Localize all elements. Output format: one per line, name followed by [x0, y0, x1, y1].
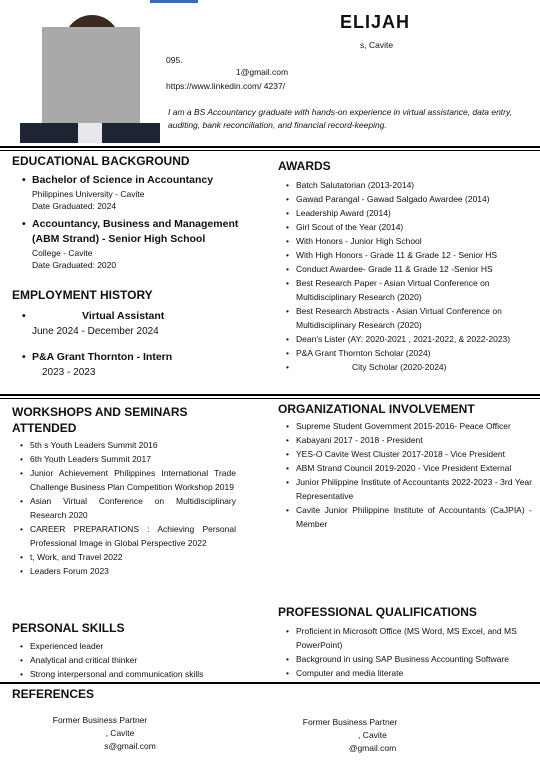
education-item: • Accountancy, Business and Management (ABM Strand) - Senior High School College - Cavite Date Graduated: 2020	[20, 217, 255, 271]
skill-item: • Strong interpersonal and communication skills	[18, 667, 258, 681]
divider	[0, 146, 540, 148]
employment-item: • Virtual Assistant June 2024 - December 2024	[20, 309, 255, 338]
references-heading: REFERENCES	[12, 687, 95, 701]
linkedin-url[interactable]: https://www.linkedin.com/ 4237/	[166, 81, 286, 91]
divider	[0, 150, 540, 151]
skills-heading: PERSONAL SKILLS	[12, 621, 125, 635]
employment-list	[20, 309, 255, 379]
award-item: • Girl Scout of the Year (2014)	[284, 220, 534, 234]
education-list	[20, 173, 255, 271]
reference-right: Former Business Partner , Cavite @gmail.com	[302, 717, 398, 753]
organization-item: • Junior Philippine Institute of Accountants 2022-2023 - 3rd Year Representative	[284, 475, 532, 503]
workshop-item: • t, Work, and Travel 2022	[18, 550, 236, 564]
organizations-list	[284, 419, 532, 531]
award-item: • Gawad Parangal - Gawad Salgado Awardee (2014)	[284, 192, 534, 206]
award-item: • Dean's Lister (AY: 2020-2021 , 2021-2022, & 2022-2023)	[284, 332, 534, 346]
reference-left: Former Business Partner , Cavite s@gmail.com	[52, 715, 156, 751]
qualifications-heading: PROFESSIONAL QUALIFICATIONS	[278, 605, 477, 619]
divider	[0, 682, 540, 684]
workshop-item: • 5th s Youth Leaders Summit 2016	[18, 438, 236, 452]
divider	[0, 398, 540, 399]
organization-item: • ABM Strand Council 2019-2020 - Vice President External	[284, 461, 532, 475]
award-item: • With Honors - Junior High School	[284, 234, 534, 248]
profile-photo	[20, 15, 160, 143]
workshops-list	[18, 438, 236, 578]
organizations-heading: ORGANIZATIONAL INVOLVEMENT	[278, 402, 475, 416]
skill-item: • Experienced leader	[18, 639, 258, 653]
summary: I am a BS Accountancy graduate with hands-on experience in virtual assistance, data entry, auditing, bank reconciliation, and financial record-keeping.	[168, 107, 512, 130]
education-heading: EDUCATIONAL BACKGROUND	[12, 154, 190, 168]
workshop-item: • 6th Youth Leaders Summit 2017	[18, 452, 236, 466]
qualification-item: • Background in using SAP Business Accounting Software	[284, 652, 534, 666]
organization-item: • Cavite Junior Philippine Institute of Accountants (CaJPIA) - Member	[284, 503, 532, 531]
award-item: • With High Honors - Grade 11 & Grade 12 - Senior HS	[284, 248, 534, 262]
employment-heading: EMPLOYMENT HISTORY	[12, 288, 153, 302]
awards-list	[284, 178, 534, 374]
workshop-item: • CAREER PREPARATIONS : Achieving Personal Professional Image in Global Perspective 2022	[18, 522, 236, 550]
skill-item: • Analytical and critical thinker	[18, 653, 258, 667]
organization-item: • Kabayani 2017 - 2018 - President	[284, 433, 532, 447]
workshop-item: • Junior Achievement Philippines International Trade Challenge Business Plan Competition Workshop 2019	[18, 466, 236, 494]
award-item: • Batch Salutatorian (2013-2014)	[284, 178, 534, 192]
award-item: • Conduct Awardee- Grade 11 & Grade 12 -Senior HS	[284, 262, 534, 276]
applicant-name: ELIJAH	[340, 12, 411, 32]
qualification-item: • Proficient in Microsoft Office (MS Word, MS Excel, and MS PowerPoint)	[284, 624, 534, 652]
award-item: • Best Research Abstracts - Asian Virtual Conference on Multidisciplinary Research (2020)	[284, 304, 534, 332]
workshop-item: • Asian Virtual Conference on Multidisciplinary Research 2020	[18, 494, 236, 522]
workshop-item: • Leaders Forum 2023	[18, 564, 236, 578]
qualification-item: • Computer and media literate	[284, 666, 534, 680]
employment-item: • P&A Grant Thornton - Intern 2023 - 2023	[20, 350, 255, 379]
award-item: • Best Research Paper - Asian Virtual Conference on Multidisciplinary Research (2020)	[284, 276, 534, 304]
award-item: • P&A Grant Thornton Scholar (2024)	[284, 346, 534, 360]
phone: 095.	[166, 55, 183, 65]
address: s, Cavite	[360, 40, 394, 50]
email: 1@gmail.com	[236, 67, 289, 77]
qualifications-list	[284, 624, 534, 680]
divider	[0, 394, 540, 396]
award-item: • Leadership Award (2014)	[284, 206, 534, 220]
workshops-heading: WORKSHOPS AND SEMINARS ATTENDED	[12, 405, 188, 435]
skills-list	[18, 639, 258, 681]
top-accent-bar	[150, 0, 198, 3]
award-item: • City Scholar (2020-2024)	[284, 360, 534, 374]
awards-heading: AWARDS	[278, 159, 331, 173]
education-item: • Bachelor of Science in Accountancy Philippines University - Cavite Date Graduated: 2024	[20, 173, 255, 212]
organization-item: • YES-O Cavite West Cluster 2017-2018 - Vice President	[284, 447, 532, 461]
organization-item: • Supreme Student Government 2015-2016- Peace Officer	[284, 419, 532, 433]
